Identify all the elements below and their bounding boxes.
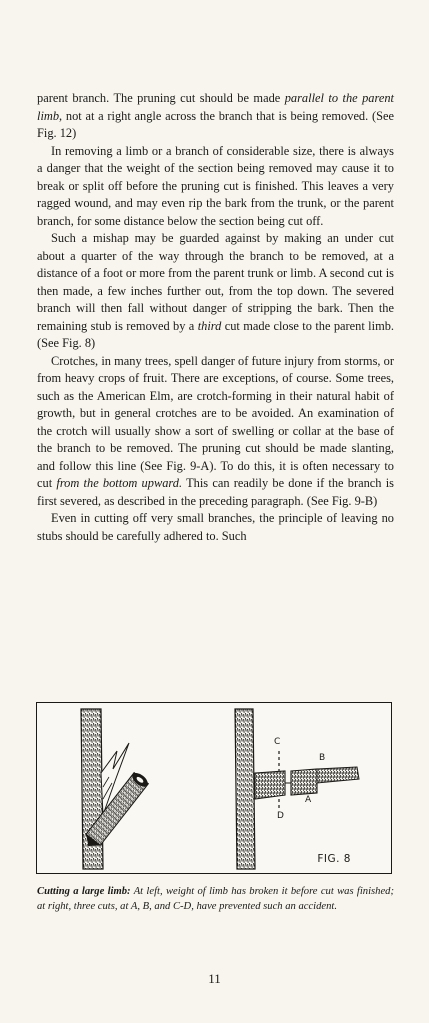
point-label-d: D <box>277 811 284 821</box>
point-label-b: B <box>319 753 326 763</box>
paragraph <box>37 143 394 231</box>
emphasized-text: parallel to the parent limb <box>37 91 394 123</box>
emphasized-text: third <box>197 318 222 333</box>
paragraph <box>37 353 394 511</box>
caption-lead: Cutting a large limb: <box>37 886 131 897</box>
text-run: Even in cutting off very small branches, the principle of leaving no stubs should be carefully adhered to. Such <box>37 511 394 543</box>
text-run: , not at a right angle across the branch that is being removed. (See Fig. 12) <box>37 108 394 140</box>
figure-8 <box>36 702 392 874</box>
body-text <box>37 90 394 545</box>
paragraph <box>37 90 394 143</box>
text-run: Crotches, in many trees, spell danger of future injury from storms, or from heavy crops of fruit. There are exceptions, of course. Some trees, such as the American Elm, are crotch-forming in their natural habit of growth, but in general crotches are to be avoided. An examination of the crotch will usually show a sort of swelling or collar at the base of the branch to be removed. The pruning cut should be made slanting, and follow this line (See Fig. 9-A). To do this, it is often necessary to cut <box>37 353 394 490</box>
paragraph <box>37 230 394 353</box>
text-run: Such a mishap may be guarded against by making an under cut about a quarter of the way through the branch to be removed, at a distance of a foot or more from the parent trunk or limb. A second cut is then made, a few inches further out, from the top down. The severed branch will then fall without danger of stripping the bark. Then the remaining stub is removed by a <box>37 231 394 333</box>
page-number: 11 <box>208 971 221 986</box>
point-label-c: C <box>274 737 281 747</box>
figure-label: FIG. 8 <box>317 853 351 865</box>
text-run: In removing a limb or a branch of considerable size, there is always a danger that the weight of the section being removed may cause it to break or split off before the pruning cut is finished. This leaves a very ragged wound, and may even rip the bark from the trunk, or the parent branch, for some distance below the section being cut off. <box>37 143 394 228</box>
figure-caption <box>37 884 394 914</box>
point-label-a: A <box>305 795 312 805</box>
emphasized-text: from the bottom upward. <box>56 476 183 490</box>
text-run: This can readily be done if the branch is first severed, as described in the preceding paragraph. (See Fig. 9-B) <box>37 476 394 508</box>
text-run: parent branch. The pruning cut should be made <box>37 91 285 105</box>
pruning-illustration <box>37 703 390 872</box>
left-tree <box>81 709 150 869</box>
caption-text: At left, weight of limb has broken it before cut was finished; at right, three cuts, at A, B, and C-D, have prevented such an accident. <box>37 886 394 912</box>
paragraph <box>37 510 394 545</box>
right-tree <box>235 709 359 869</box>
text-run: cut made close to the parent limb. (See Fig. 8) <box>37 318 394 350</box>
